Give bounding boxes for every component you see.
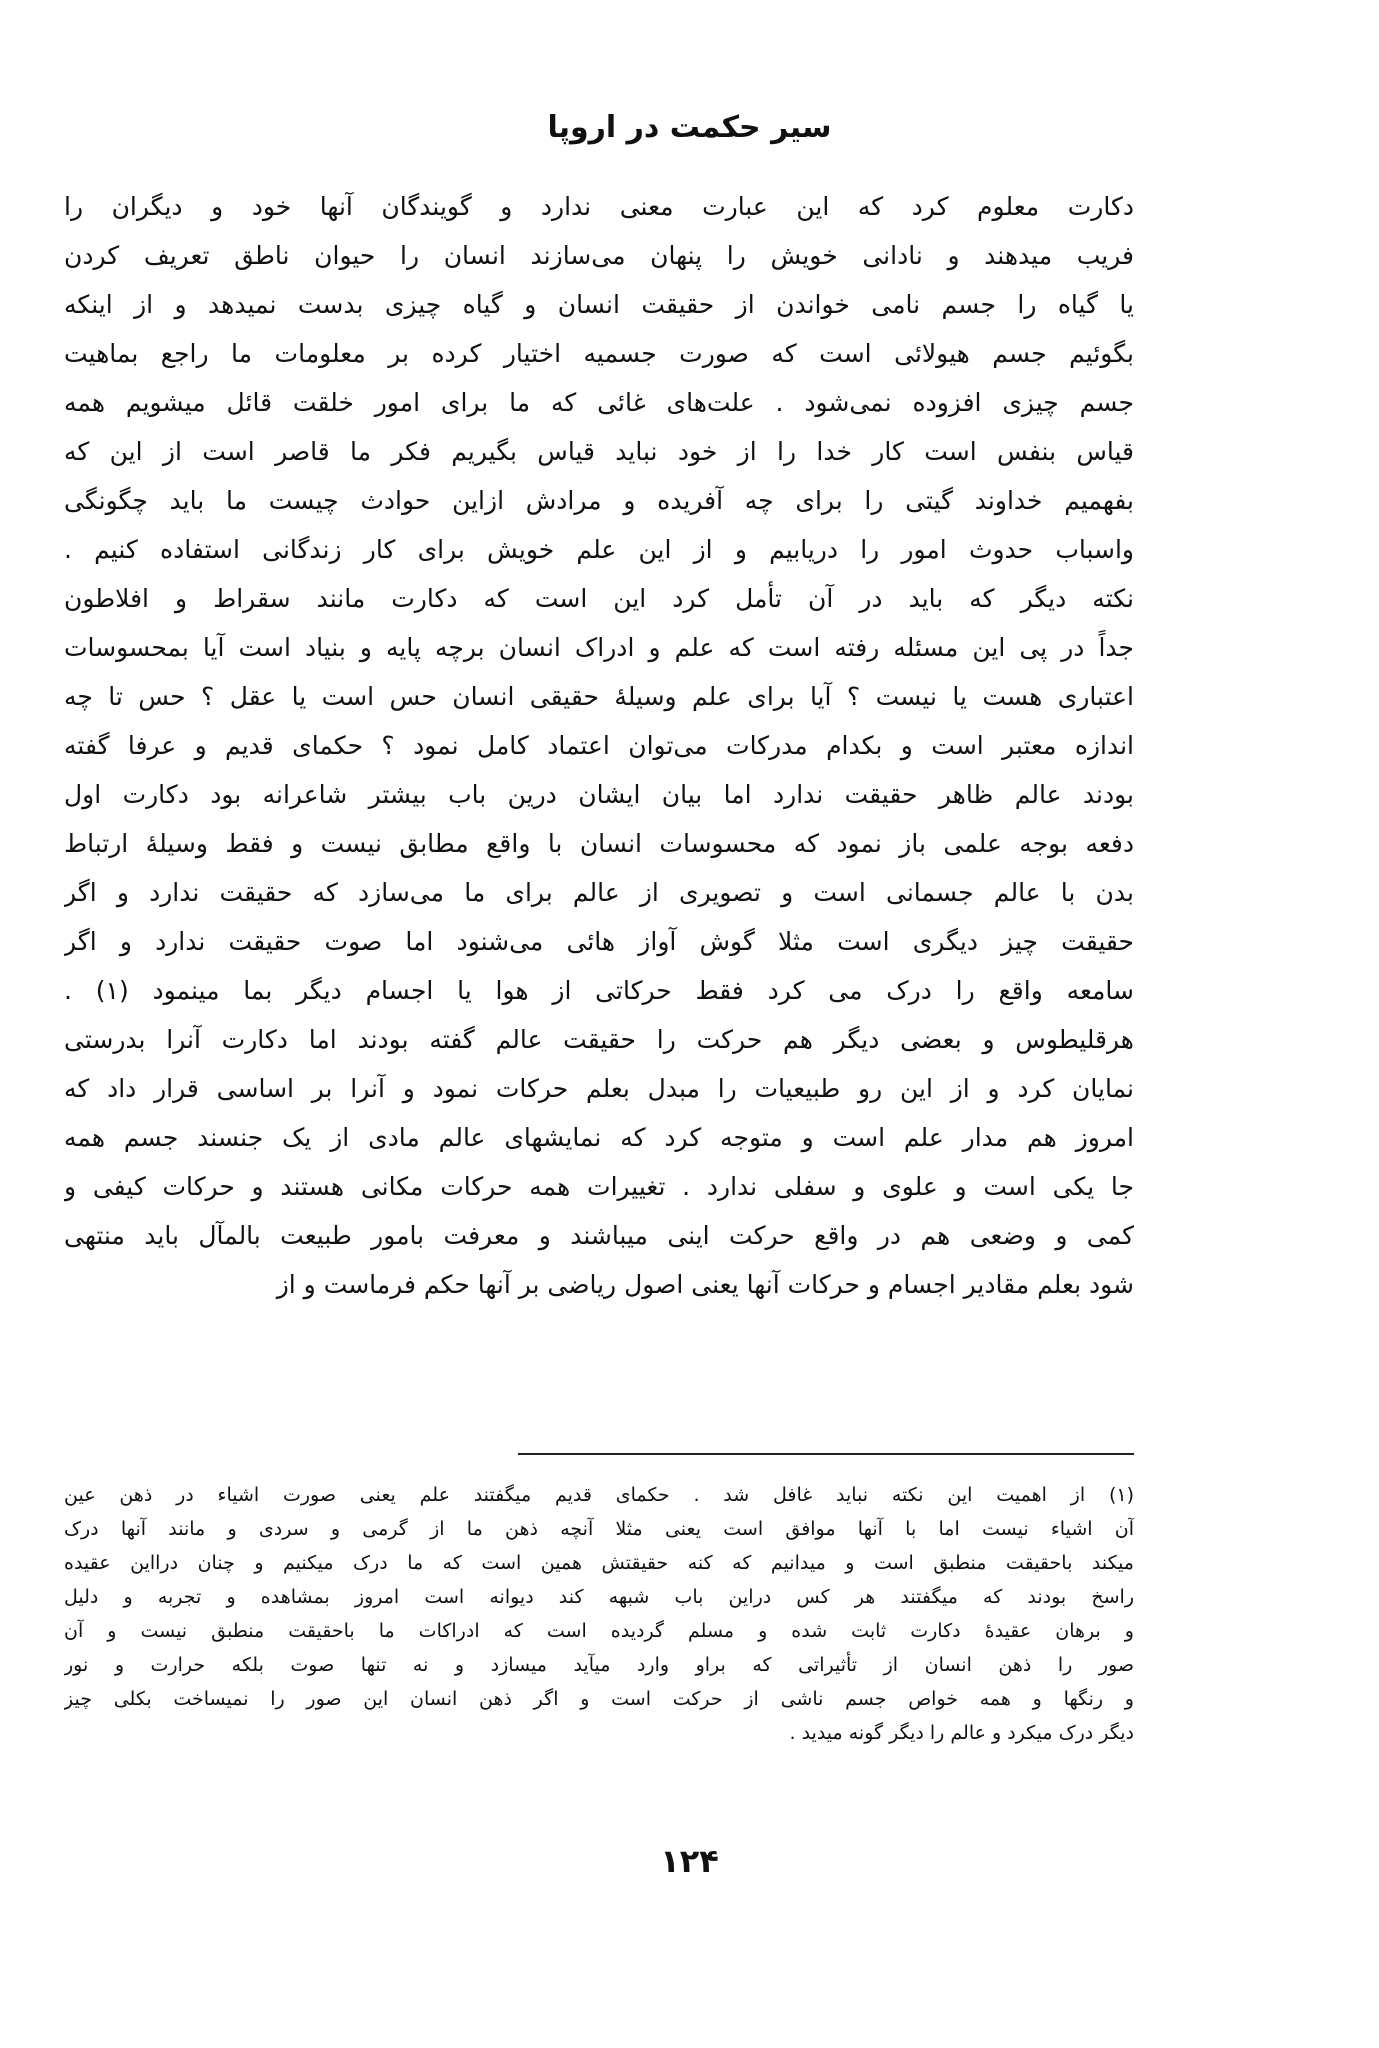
body-text-line: بدن با عالم جسمانی است و تصویری از عالم برای ما می‌سازد که حقیقت ندارد و اگر [64,878,1134,907]
body-text-line: یا گیاه را جسم نامی خواندن از حقیقت انسان و گیاه چیزی بدست نمیدهد و از اینکه [64,290,1134,319]
body-text [64,182,1134,1309]
body-text-line: دفعه بوجه علمی باز نمود که محسوسات انسان با واقع مطابق نیست و فقط وسیلهٔ ارتباط [64,829,1134,858]
body-text-line: جداً در پی این مسئله رفته است که علم و ادراک انسان برچه پایه و بنیاد است آیا بمحسوسات [64,633,1134,662]
body-text-line: جسم چیزی افزوده نمی‌شود . علت‌های غائی که ما برای امور خلقت قائل میشویم همه [64,388,1134,417]
body-text-line: حقیقت چیز دیگری است مثلا گوش آواز هائی می‌شنود اما صوت حقیقت ندارد و اگر [64,927,1134,956]
running-header-title: سیر حکمت در اروپا [547,110,832,145]
footnote-line: و رنگها و همه خواص جسم ناشی از حرکت است و اگر ذهن انسان این صور را نمیساخت بکلی چیز [64,1688,1134,1710]
body-text-line: اندازه معتبر است و بکدام مدرکات می‌توان اعتماد کامل نمود ؟ حکمای قدیم و عرفا گفته [64,731,1134,760]
footnote-line: (۱) از اهمیت این نکته نباید غافل شد . حکمای قدیم میگفتند علم یعنی صورت اشیاء در ذهن عین [64,1484,1134,1506]
footnote-block [64,1478,1134,1750]
body-text-line: بفهمیم خداوند گیتی را برای چه آفریده و مرادش ازاین حوادث چیست ما باید چگونگی [64,486,1134,515]
footnote-line: صور را ذهن انسان از تأثیراتی که براو وارد میآید میسازد و نه تنها صوت بلکه حرارت و نور [64,1654,1134,1676]
body-text-line: نکته دیگر که باید در آن تأمل کرد این است که دکارت مانند سقراط و افلاطون [64,584,1134,613]
body-text-line: هرقلیطوس و بعضی دیگر هم حرکت را حقیقت عالم گفته بودند اما دکارت آنرا بدرستی [64,1025,1134,1054]
footnote-line: آن اشیاء نیست اما با آنها موافق است یعنی مثلا آنچه ذهن ما از گرمی و سردی و مانند آنها درک [64,1518,1134,1540]
footnote-line: راسخ بودند که میگفتند هر کس دراین باب شبهه کند دیوانه است امروز بمشاهده و تجربه و دلیل [64,1586,1134,1608]
body-text-line: شود بعلم مقادیر اجسام و حرکات آنها یعنی اصول ریاضی بر آنها حکم فرماست و از [276,1270,1134,1299]
footnote-line: و برهان عقیدهٔ دکارت ثابت شده و مسلم گردیده است که ادراکات ما باحقیقت منطبق نیست و آن [64,1620,1134,1642]
body-text-line: امروز هم مدار علم است و متوجه کرد که نمایشهای عالم مادی از یک جنسند جسم همه [64,1123,1134,1152]
body-text-line: واسباب حدوث امور را دریابیم و از این علم خویش برای کار زندگانی استفاده کنیم . [64,535,1134,564]
body-text-line: اعتباری هست یا نیست ؟ آیا برای علم وسیلهٔ حقیقی انسان حس است یا عقل ؟ حس تا چه [64,682,1134,711]
body-text-line: کمی و وضعی هم در واقع حرکت اینی میباشند و معرفت بامور طبیعت بالمآل باید منتهی [64,1221,1134,1250]
body-text-line: نمایان کرد و از این رو طبیعیات را مبدل بعلم حرکات نمود و آنرا بر اساسی قرار داد که [64,1074,1134,1103]
footnote-divider [518,1453,1134,1455]
footnote-line: میکند باحقیقت منطبق است و میدانیم که کنه حقیقتش همین است که ما درک میکنیم و چنان درااین عقیده [64,1552,1134,1574]
page-number: ۱۲۴ [660,1842,719,1880]
body-text-line: فریب میدهند و نادانی خویش را پنهان می‌سازند انسان را حیوان ناطق تعریف کردن [64,241,1134,270]
footnote-line: دیگر درک میکرد و عالم را دیگر گونه میدید . [789,1722,1134,1744]
body-text-line: بگوئیم جسم هیولائی است که صورت جسمیه اختیار کرده بر معلومات ما راجع بماهیت [64,339,1134,368]
body-text-line: قیاس بنفس است کار خدا را از خود نباید قیاس بگیریم فکر ما قاصر است از این که [64,437,1134,466]
body-text-line: سامعه واقع را درک می کرد فقط حرکاتی از هوا یا اجسام دیگر بما مینمود (۱) . [64,976,1134,1005]
body-text-line: بودند عالم ظاهر حقیقت ندارد اما بیان ایشان درین باب بیشتر شاعرانه بود دکارت اول [64,780,1134,809]
body-text-line: جا یکی است و علوی و سفلی ندارد . تغییرات همه حرکات مکانی هستند و حرکات کیفی و [64,1172,1134,1201]
body-text-line: دکارت معلوم کرد که این عبارت معنی ندارد و گویندگان آنها خود و دیگران را [64,192,1134,221]
